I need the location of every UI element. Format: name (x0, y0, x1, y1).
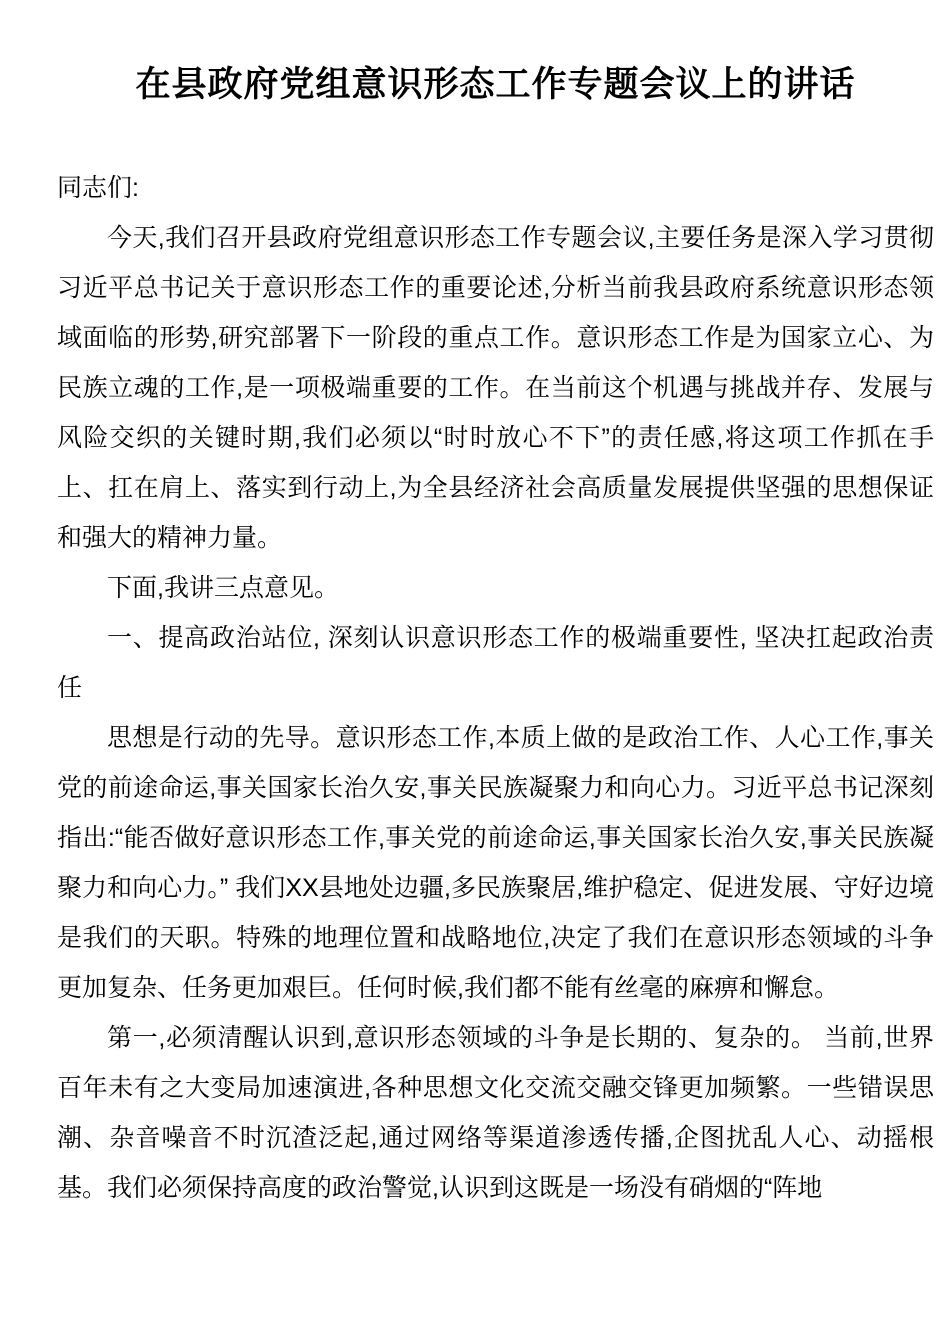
paragraph-section1-body: 思想是行动的先导。意识形态工作,本质上做的是政治工作、人心工作,事关党的前途命运,事关国家长治久安,事关民族凝聚力和向心力。习近平总书记深刻指出:“能否做好意识形态工作,事关党的前途命运,事关国家长治久安,事关民族凝聚力和向心力。” 我们XX县地处边疆,多民族聚居,维护稳定、促进发展、守好边境是我们的天职。特殊的地理位置和战略地位,决定了我们在意识形态领域的斗争更加复杂、任务更加艰巨。任何时候,我们都不能有丝毫的麻痹和懈怠。 (57, 724, 934, 1002)
salutation: 同志们: (57, 174, 139, 202)
paragraph-intro: 今天,我们召开县政府党组意识形态工作专题会议,主要任务是深入学习贯彻习近平总书记关于意识形态工作的重要论述,分析当前我县政府系统意识形态领域面临的形势,研究部署下一阶段的重点工作。意识形态工作是为国家立心、为民族立魂的工作,是一项极端重要的工作。在当前这个机遇与挑战并存、发展与风险交织的关键时期,我们必须以“时时放心不下”的责任感,将这项工作抓在手上、扛在肩上、落实到行动上,为全县经济社会高质量发展提供坚强的思想保证和强大的精神力量。 (57, 224, 934, 552)
document-title: 在县政府党组意识形态工作专题会议上的讲话 (135, 65, 856, 104)
paragraph-point-one: 第一,必须清醒认识到,意识形态领域的斗争是长期的、复杂的。 当前,世界百年未有之大变局加速演进,各种思想文化交流交融交锋更加频繁。一些错误思潮、杂音噪音不时沉渣泛起,通过网络等渠道渗透传播,企图扰乱人心、动摇根基。我们必须保持高度的政治警觉,认识到这既是一场没有硝烟的“阵地 (57, 1024, 934, 1202)
section-heading-1: 一、提高政治站位, 深刻认识意识形态工作的极端重要性, 坚决扛起政治责任 (57, 624, 934, 702)
paragraph-transition: 下面,我讲三点意见。 (107, 574, 339, 602)
